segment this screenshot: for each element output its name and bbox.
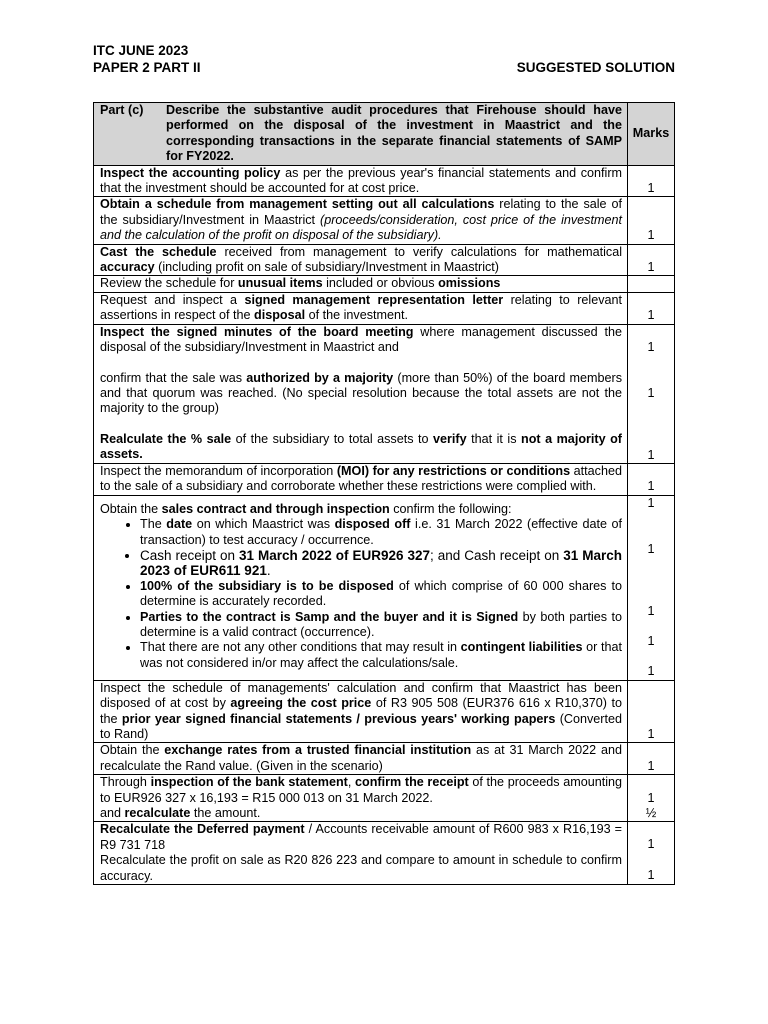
solution-table [93, 102, 675, 885]
procedure-cell: Inspect the schedule of managements' calculation and confirm that Maastrict has been disposed of at cost by agreeing the cost price of R3 905 508 (EUR376 616 x R10,370) to the prior year signed financial statements / previous years' working papers (Converted to Rand) [94, 680, 628, 743]
mark-cell [628, 276, 675, 292]
mark-cell: 1 [628, 165, 675, 197]
table-row [94, 463, 675, 495]
procedure-cell: Recalculate the Deferred payment / Accounts receivable amount of R600 983 x R16,193 = R9 731 718 Recalculate the profit on sale as R20 826 223 and compare to amount in schedule to confirm accuracy. [94, 822, 628, 885]
table-row [94, 197, 675, 244]
table-row [94, 244, 675, 276]
table-row [94, 276, 675, 292]
mark-cell: 1 [628, 197, 675, 244]
procedure-cell: Obtain the exchange rates from a trusted financial institution as at 31 March 2022 and recalculate the Rand value. (Given in the scenario) [94, 743, 628, 775]
list-item: • The date on which Maastrict was disposed off i.e. 31 March 2022 (effective date of transaction) to test accuracy / occurrence. [140, 517, 622, 548]
mark-cell: 1 ½ [628, 775, 675, 822]
table-row [94, 324, 675, 463]
table-row [94, 775, 675, 822]
question-cell [94, 103, 628, 166]
procedure-cell: Through inspection of the bank statement, confirm the receipt of the proceeds amounting to EUR926 327 x 16,193 = R15 000 013 on 31 March 2022. and recalculate the amount. [94, 775, 628, 822]
table-header-row [94, 103, 675, 166]
confirmation-list [100, 517, 622, 671]
mark-cell: 1 [628, 680, 675, 743]
table-row [94, 743, 675, 775]
procedure-cell: Inspect the signed minutes of the board meeting where management discussed the disposal of the subsidiary/Investment in Maastrict and confirm that the sale was authorized by a majority (more than 50%) of the board members and that quorum was reached. (No special resolution because the total assets are not the majority to the group) Realculate the % sale of the subsidiary to total assets to verify that it is not a majority of assets. [94, 324, 628, 463]
procedure-cell: Request and inspect a signed management representation letter relating to relevant assertions in respect of the disposal of the investment. [94, 292, 628, 324]
list-item: • Cash receipt on 31 March 2022 of EUR926 327; and Cash receipt on 31 March 2023 of EUR611 921. [140, 548, 622, 579]
question-text: Describe the substantive audit procedures that Firehouse should have performed on the disposal of the investment in Maastrict and the corresponding transactions in the separate financial statements of SAMP for FY2022. [166, 103, 622, 164]
mark-cell: 1 1 1 [628, 324, 675, 463]
paper-title: PAPER 2 PART II [93, 60, 201, 75]
list-item: • Parties to the contract is Samp and the buyer and it is Signed by both parties to determine is a valid contract (occurrence). [140, 610, 622, 641]
procedure-cell: Inspect the memorandum of incorporation (MOI) for any restrictions or conditions attached to the sale of a subsidiary and corroborate whether these restrictions were complied with. [94, 463, 628, 495]
marks-header: Marks [628, 103, 675, 166]
page-header [93, 42, 675, 76]
mark-cell: 1 [628, 244, 675, 276]
mark-cell: 1 [628, 292, 675, 324]
exam-title: ITC JUNE 2023 [93, 43, 189, 58]
mark-cell: 1 [628, 463, 675, 495]
procedure-cell: Obtain a schedule from management setting out all calculations relating to the sale of the subsidiary/Investment in Maastrict (proceeds/consideration, cost price of the investment and the calculation of the profit on disposal of the subsidiary). [94, 197, 628, 244]
list-item: • 100% of the subsidiary is to be disposed of which comprise of 60 000 shares to determine is accurately recorded. [140, 579, 622, 610]
procedure-cell: Obtain the sales contract and through inspection confirm the following: • The date on which Maastrict was disposed off i.e. 31 March 2022 (effective date of transaction) to test accuracy / occurrence. • Cash receipt on 31 March 2022 of EUR926 327; and Cash receipt on 31 March 2023 of EUR611 921. • 100% of the subsidiary is to be disposed of which comprise of 60 000 shares to determine is accurately recorded. • Parties to the contract is Samp and the buyer and it is Signed by both parties to determine is a valid contract (occurrence). • That there are not any other conditions that may result in contingent liabilities or that was not considered in/or may affect the calculations/sale. [94, 495, 628, 680]
mark-cell: 1 1 [628, 822, 675, 885]
procedure-cell: Review the schedule for unusual items included or obvious omissions [94, 276, 628, 292]
part-label: Part (c) [100, 103, 144, 117]
table-row [94, 495, 675, 680]
table-row [94, 822, 675, 885]
procedure-cell: Cast the schedule received from management to verify calculations for mathematical accuracy (including profit on sale of subsidiary/Investment in Maastrict) [94, 244, 628, 276]
procedure-cell: Inspect the accounting policy as per the previous year's financial statements and confirm that the investment should be accounted for at cost price. [94, 165, 628, 197]
table-row [94, 680, 675, 743]
table-row [94, 165, 675, 197]
mark-cell: 1 [628, 743, 675, 775]
document-type: SUGGESTED SOLUTION [516, 60, 675, 75]
list-item: • That there are not any other conditions that may result in contingent liabilities or that was not considered in/or may affect the calculations/sale. [140, 640, 622, 671]
table-row [94, 292, 675, 324]
mark-cell: 1 1 1 1 1 [628, 495, 675, 680]
